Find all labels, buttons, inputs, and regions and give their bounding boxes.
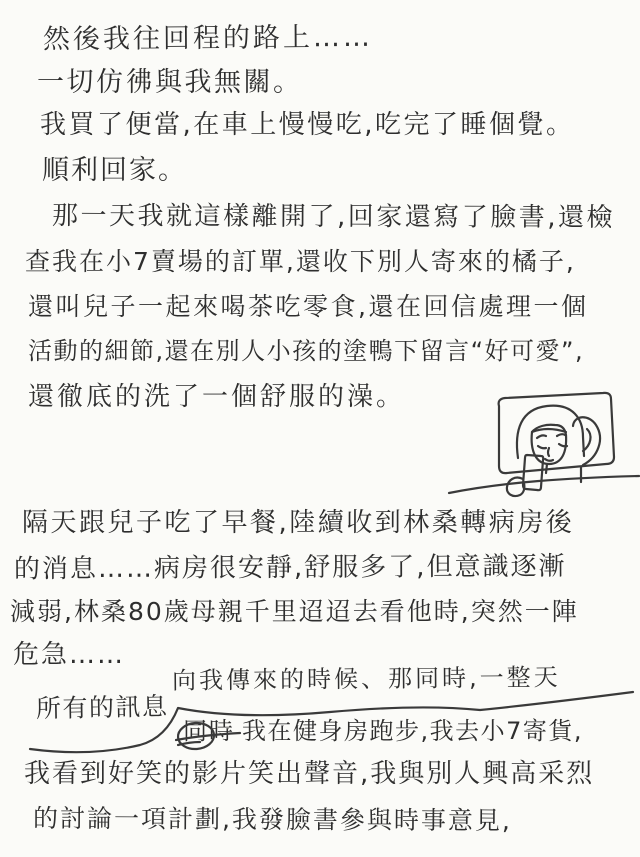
diary-line-13: 危急…… <box>13 640 126 670</box>
struck-out-word: 同時 <box>183 717 235 745</box>
diary-line-15 <box>183 716 583 746</box>
diary-line-12: 減弱,林桑80歲母親千里迢迢去看他時,突然一陣 <box>10 597 579 626</box>
diary-line-9: 還徹底的洗了一個舒服的澡。 <box>28 382 406 412</box>
person-in-bed-illustration <box>435 385 640 510</box>
diary-line-14: 所有的訊息 <box>35 691 169 724</box>
diary-line-5: 那一天我就這樣離開了,回家還寫了臉書,還檢 <box>51 201 616 233</box>
diary-line-7: 還叫兒子一起來喝茶吃零食,還在回信處理一個 <box>28 292 589 321</box>
diary-line-11: 的消息……病房很安靜,舒服多了,但意識逐漸 <box>13 551 567 585</box>
inserted-phrase: 向我傳來的時候、那同時,一整天 <box>171 663 561 695</box>
diary-line-15-text: 我在健身房跑步,我去小7寄貨, <box>242 717 584 745</box>
diary-line-2: 一切仿彿與我無關。 <box>37 67 303 98</box>
diary-line-6: 查我在小7賣場的訂單,還收下別人寄來的橘子, <box>25 247 576 276</box>
diary-line-8: 活動的細節,還在別人小孩的塗鴨下留言“好可愛”, <box>28 337 585 365</box>
diary-line-16: 我看到好笑的影片笑出聲音,我與別人興高采烈 <box>24 759 595 789</box>
diary-line-17: 的討論一項計劃,我發臉書參與時事意見, <box>32 803 512 836</box>
diary-line-4: 順利回家。 <box>42 155 187 186</box>
diary-line-1: 然後我往回程的路上…… <box>42 21 374 56</box>
diary-line-10: 隔天跟兒子吃了早餐,陸續收到林桑轉病房後 <box>22 508 575 538</box>
diary-line-3: 我買了便當,在車上慢慢吃,吃完了睡個覺。 <box>40 110 575 140</box>
